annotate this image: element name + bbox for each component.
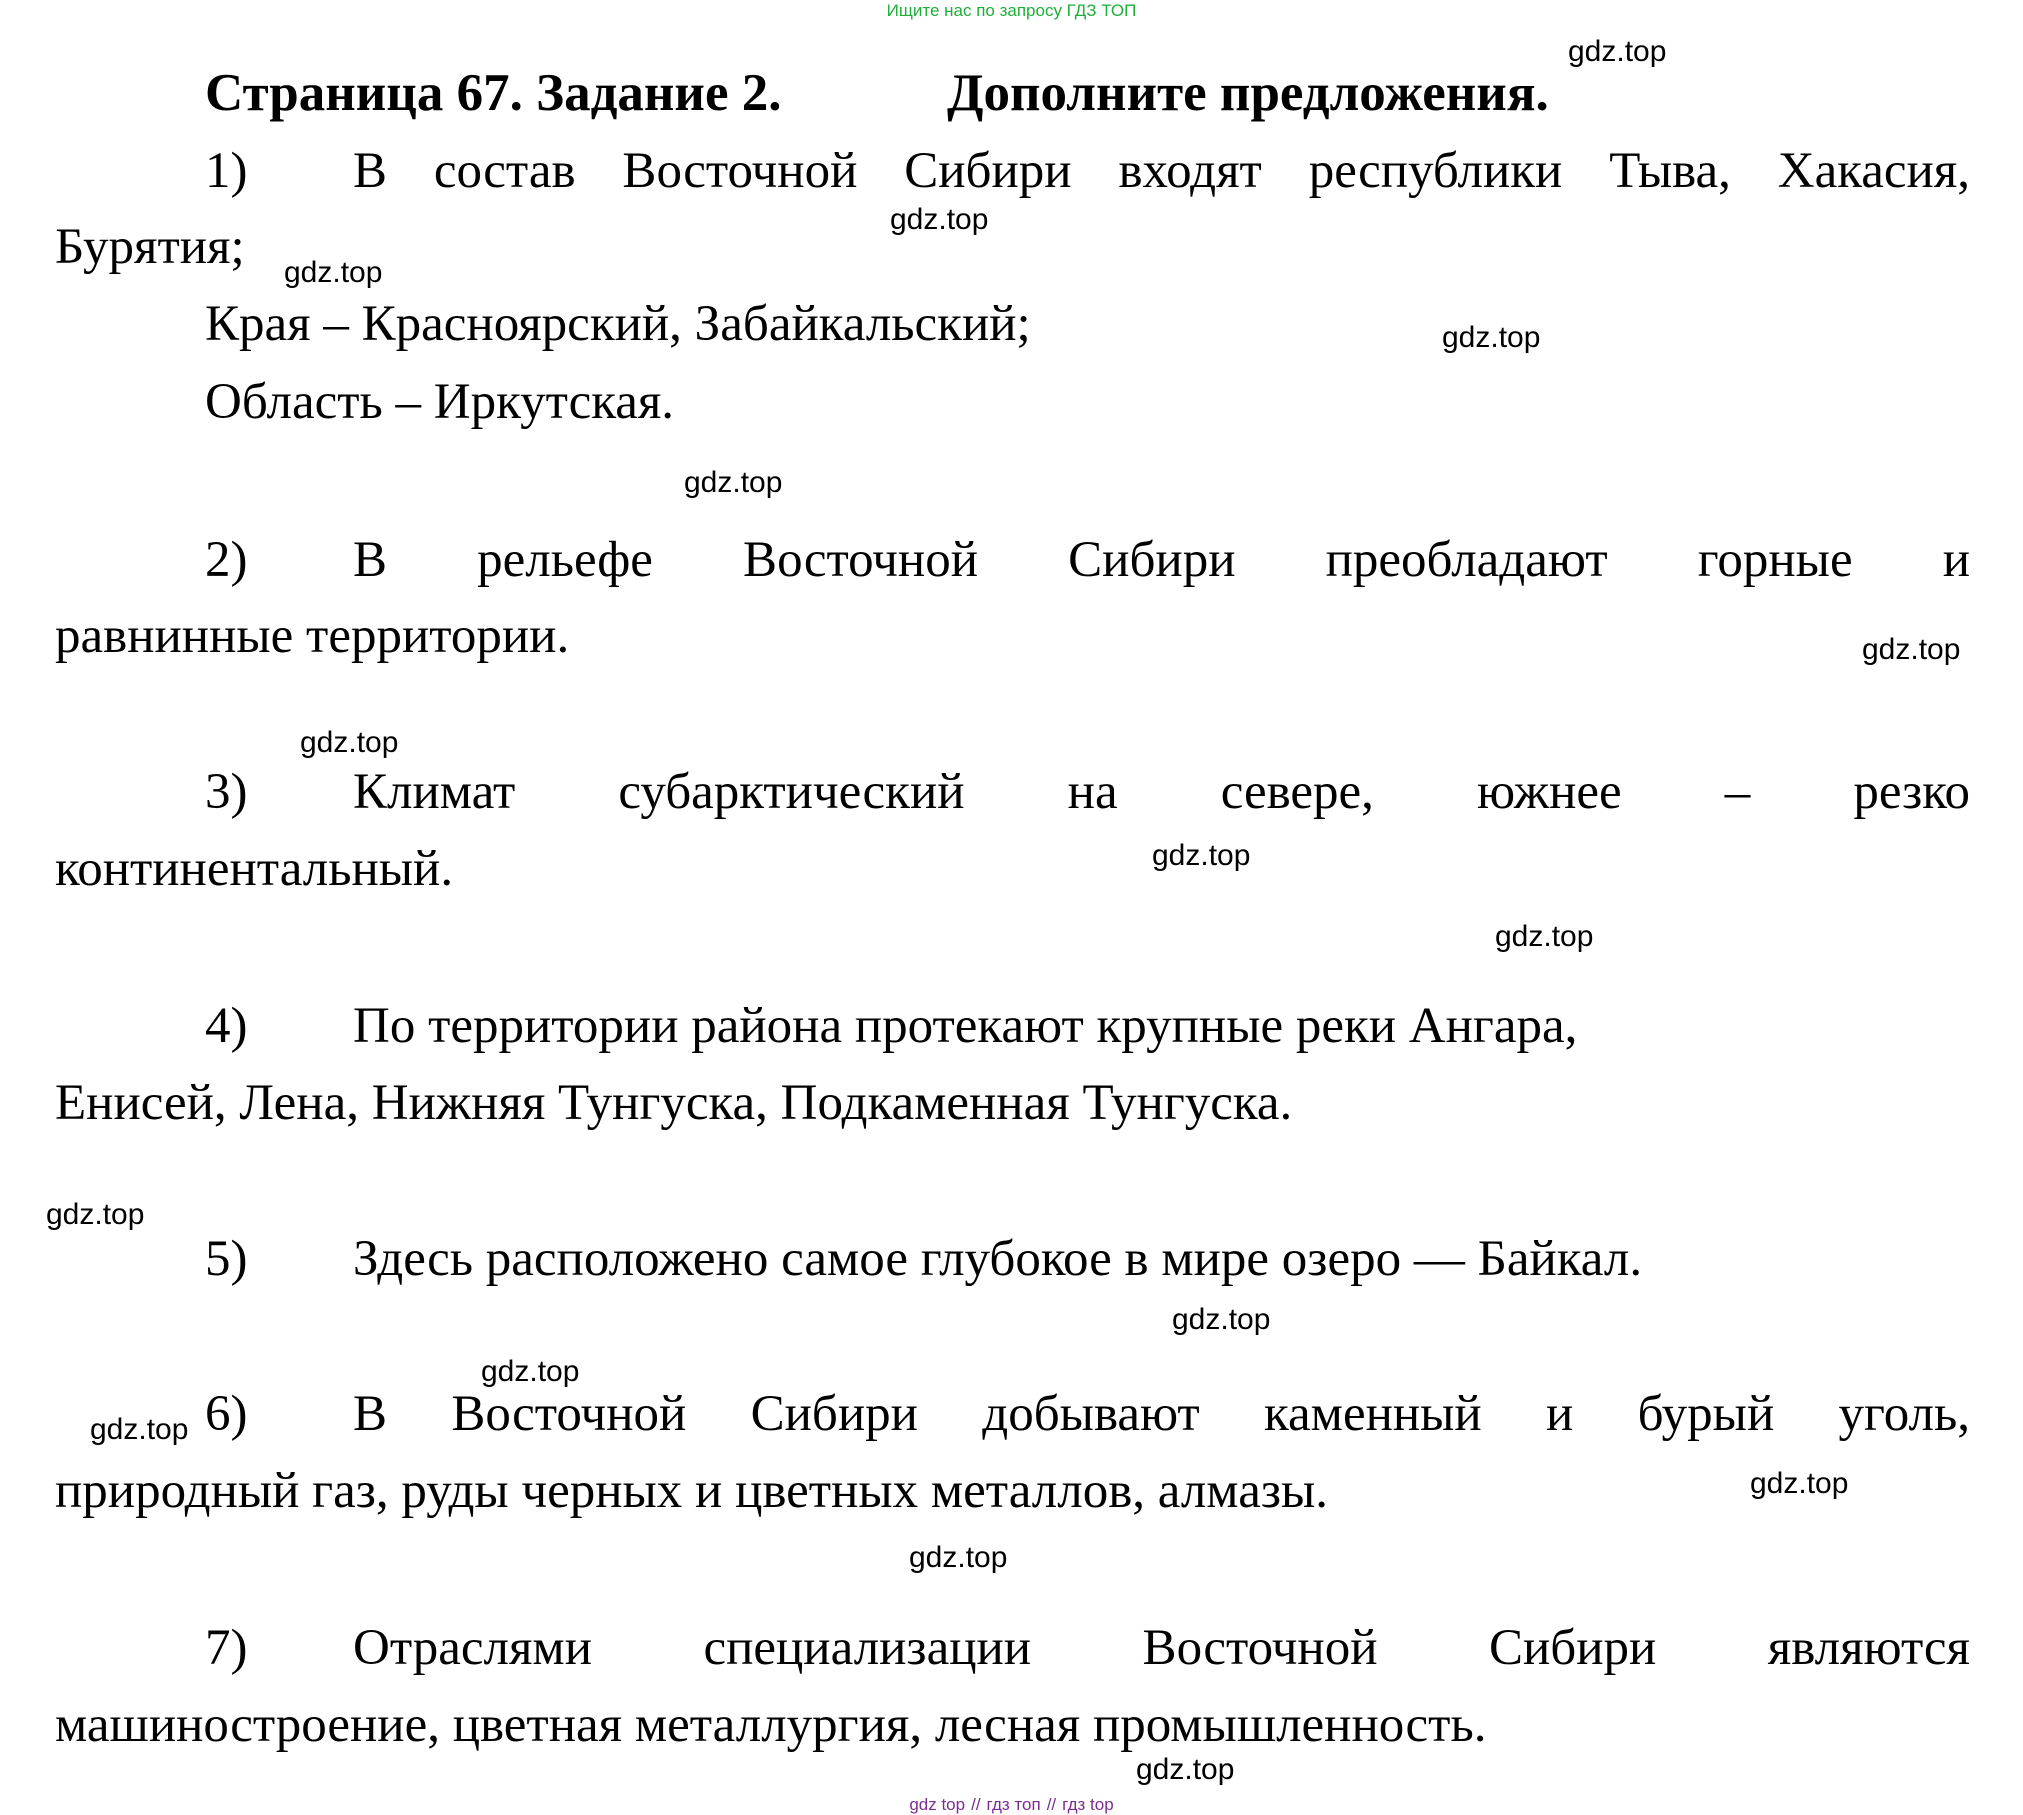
page-title <box>205 58 1549 128</box>
item-number: 7) <box>205 1620 248 1676</box>
watermark: gdz.top <box>1152 839 1251 872</box>
footer-text-a: gdz top <box>909 1795 966 1814</box>
item-text: В состав Восточной Сибири входят республики Тыва, Хакасия, <box>353 143 1970 199</box>
watermark: gdz.top <box>684 466 783 499</box>
item-4-line-2: Енисей, Лена, Нижняя Тунгуска, Подкаменная Тунгуска. <box>55 1075 1293 1131</box>
item-text: По территории района протекают крупные реки Ангара, <box>353 998 1578 1054</box>
footer-watermark <box>0 1795 2023 1815</box>
item-text: Отраслями специализации Восточной Сибири являются <box>353 1620 1970 1676</box>
item-3-line-1 <box>205 759 1970 825</box>
footer-text-c: гдз top <box>1062 1795 1114 1814</box>
item-number: 6) <box>205 1386 248 1442</box>
item-1-line-1 <box>205 138 1970 204</box>
item-number: 2) <box>205 532 248 588</box>
item-7-line-1 <box>205 1615 1970 1681</box>
watermark: gdz.top <box>1442 321 1541 354</box>
item-number: 5) <box>205 1231 248 1287</box>
item-1-oblast: Область – Иркутская. <box>205 374 675 430</box>
watermark: gdz.top <box>909 1541 1008 1574</box>
watermark: gdz.top <box>1862 633 1961 666</box>
watermark: gdz.top <box>90 1413 189 1446</box>
watermark: gdz.top <box>46 1198 145 1231</box>
item-7-line-2: машиностроение, цветная металлургия, лесная промышленность. <box>55 1697 1487 1753</box>
task-heading: Страница 67. Задание 2. <box>205 64 782 122</box>
footer-separator: // <box>1046 1795 1057 1814</box>
item-2-line-2: равнинные территории. <box>55 608 570 664</box>
item-number: 3) <box>205 764 248 820</box>
item-number: 1) <box>205 143 248 199</box>
item-text: В Восточной Сибири добывают каменный и бурый уголь, <box>353 1386 1970 1442</box>
item-6-line-1 <box>205 1381 1970 1447</box>
item-5-line-1 <box>205 1226 1642 1292</box>
item-number: 4) <box>205 998 248 1054</box>
watermark: gdz.top <box>300 726 399 759</box>
watermark: gdz.top <box>890 203 989 236</box>
item-1-line-2: Бурятия; <box>55 219 245 275</box>
watermark: gdz.top <box>481 1355 580 1388</box>
item-text: Здесь расположено самое глубокое в мире озеро — Байкал. <box>353 1231 1643 1287</box>
item-4-line-1 <box>205 993 1577 1059</box>
item-text: В рельефе Восточной Сибири преобладают горные и <box>353 532 1970 588</box>
watermark: gdz.top <box>1495 920 1594 953</box>
watermark: gdz.top <box>1136 1753 1235 1786</box>
footer-text-b: гдз топ <box>986 1795 1041 1814</box>
watermark: gdz.top <box>1568 35 1667 68</box>
task-instruction: Дополните предложения. <box>947 64 1549 122</box>
item-1-krai: Края – Красноярский, Забайкальский; <box>205 296 1031 352</box>
footer-separator: // <box>971 1795 981 1814</box>
item-6-line-2: природный газ, руды черных и цветных металлов, алмазы. <box>55 1463 1329 1519</box>
search-banner: Ищите нас по запросу ГДЗ ТОП <box>886 1 1137 20</box>
item-text: Климат субарктический на севере, южнее – резко <box>353 764 1970 820</box>
item-3-line-2: континентальный. <box>55 841 454 897</box>
watermark: gdz.top <box>1750 1467 1849 1500</box>
item-2-line-1 <box>205 527 1970 593</box>
watermark: gdz.top <box>1172 1303 1271 1336</box>
watermark: gdz.top <box>284 256 383 289</box>
